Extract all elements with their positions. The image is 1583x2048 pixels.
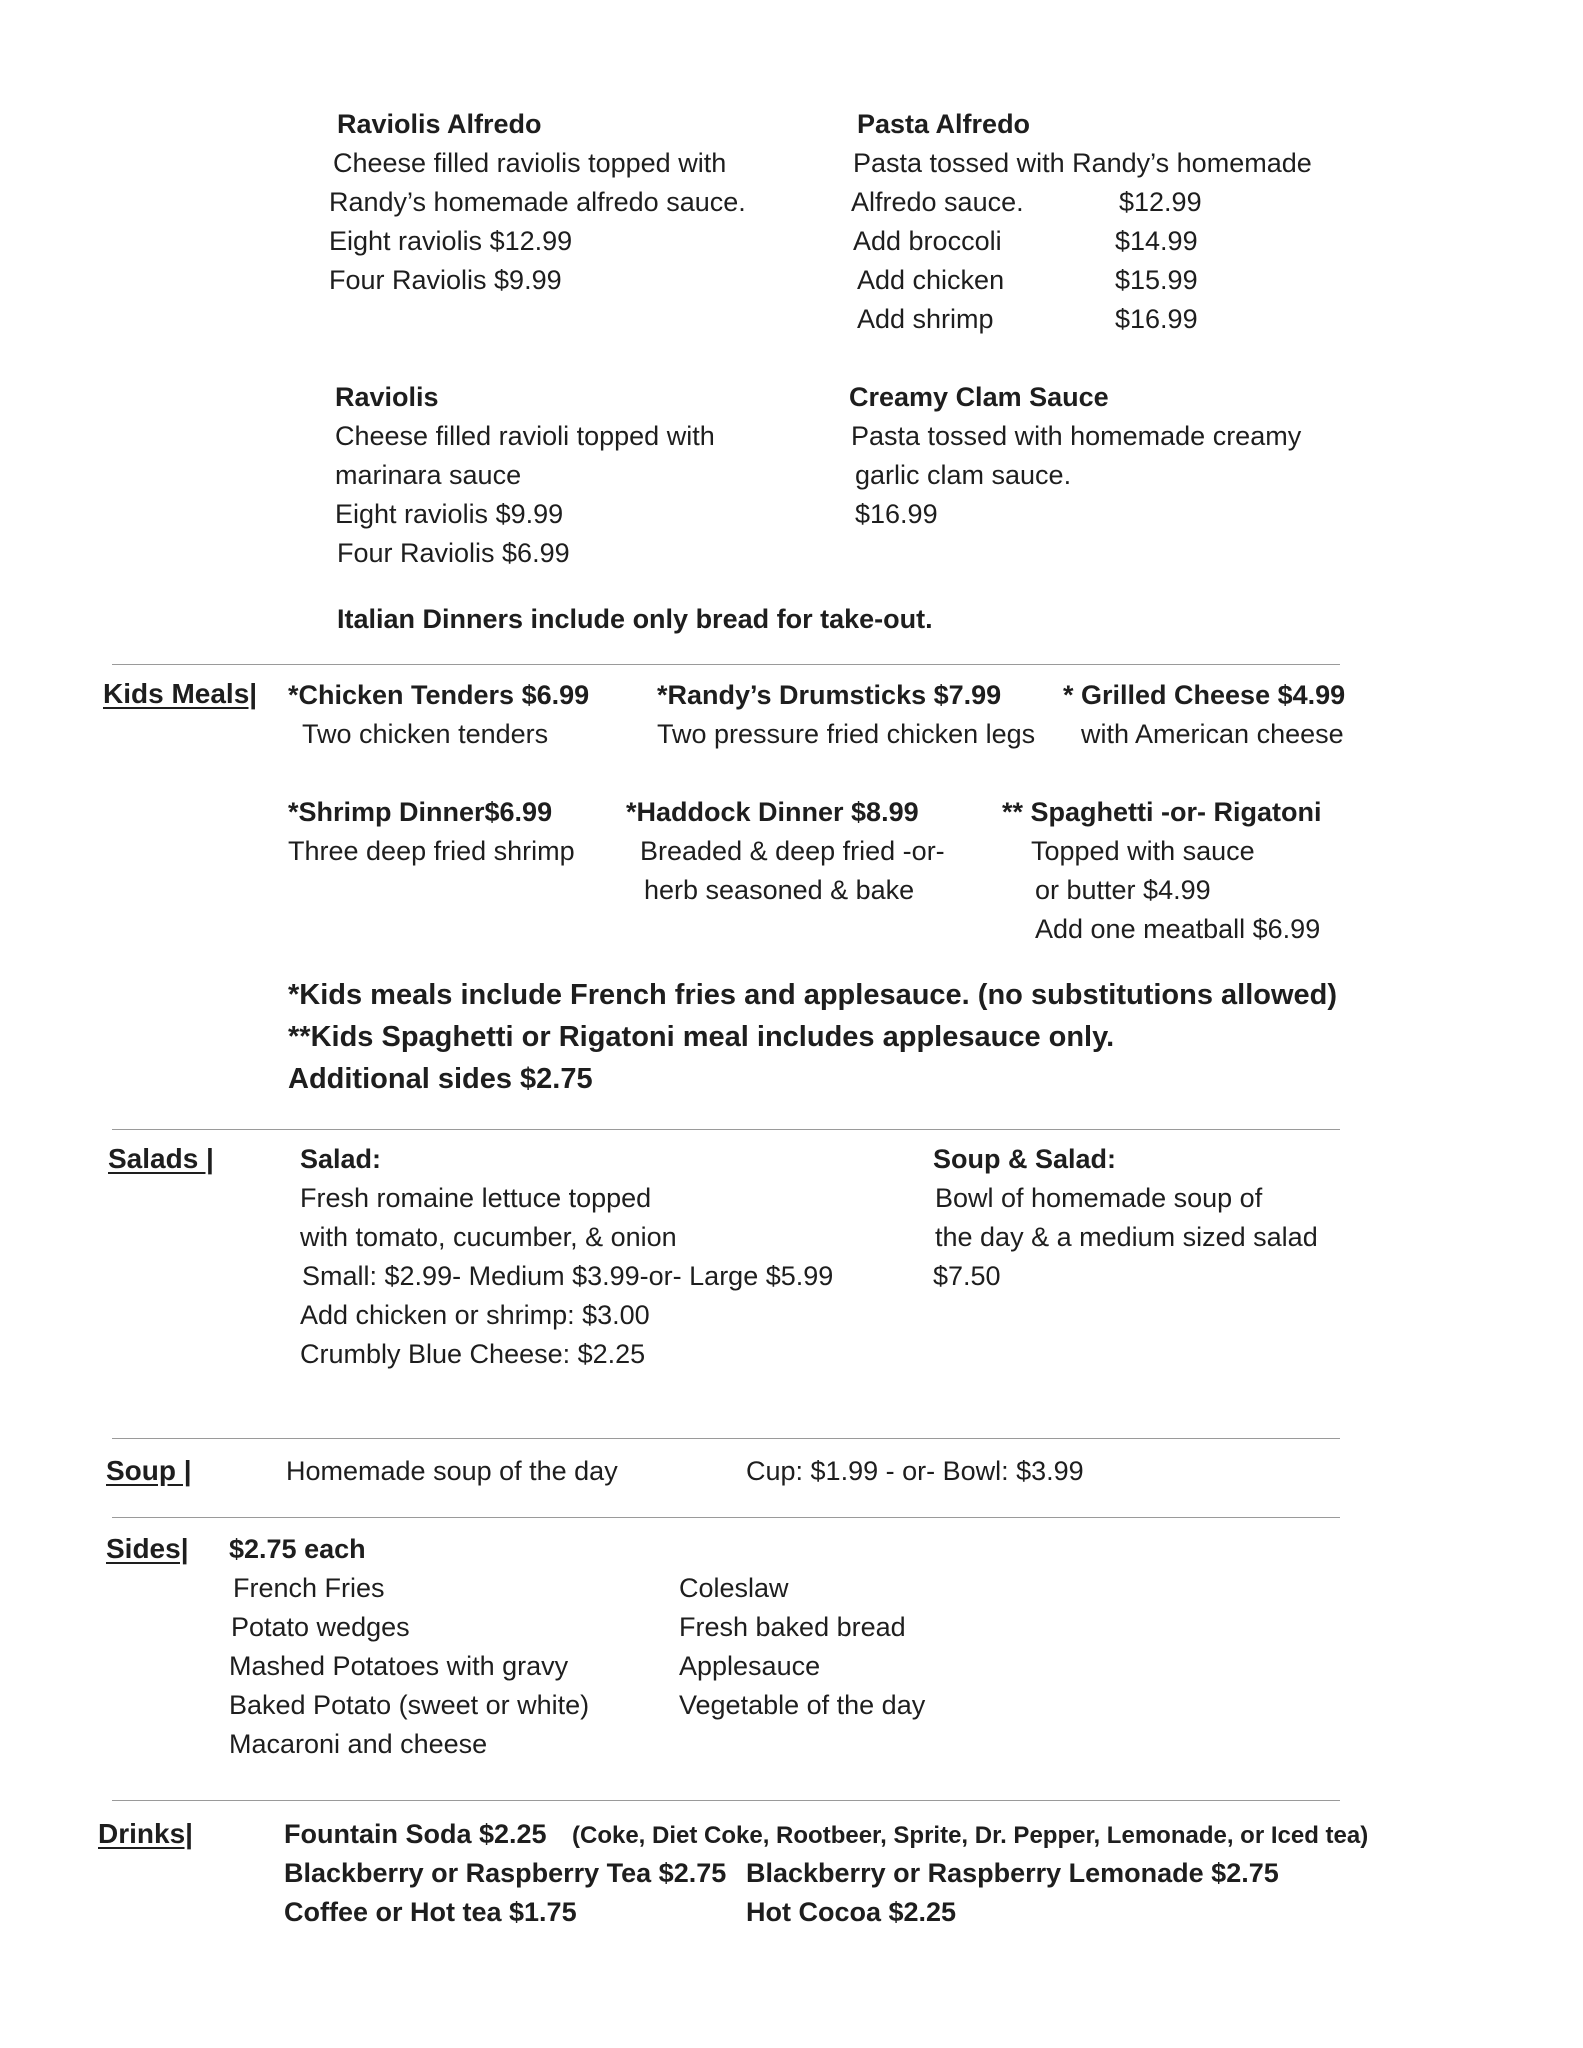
soup-section-title: Soup | <box>106 1455 192 1486</box>
italian-dinners-note: Italian Dinners include only bread for take-out. <box>337 604 933 634</box>
kids-item-title: *Haddock Dinner $8.99 <box>626 797 919 827</box>
fountain-soda: Fountain Soda $2.25 <box>284 1819 547 1849</box>
side-item: Vegetable of the day <box>679 1690 926 1720</box>
raviolis-option: Four Raviolis $6.99 <box>337 538 570 568</box>
pasta-alfredo-title: Pasta Alfredo <box>857 109 1031 139</box>
kids-meals-section-title: Kids Meals| <box>103 678 258 709</box>
salad-desc: with tomato, cucumber, & onion <box>300 1222 677 1252</box>
pasta-alfredo-option-label: Add shrimp <box>857 304 994 334</box>
fountain-soda-options: (Coke, Diet Coke, Rootbeer, Sprite, Dr. Pepper, Lemonade, or Iced tea) <box>572 1822 1369 1849</box>
side-item: Fresh baked bread <box>679 1612 906 1642</box>
kids-item-title: *Shrimp Dinner$6.99 <box>288 797 553 827</box>
kids-note: *Kids meals include French fries and applesauce. (no substitutions allowed) <box>288 979 1338 1011</box>
kids-item-desc: Three deep fried shrimp <box>288 836 575 866</box>
kids-item-desc: Breaded & deep fried -or- <box>640 836 945 866</box>
side-item: French Fries <box>233 1573 385 1603</box>
berry-lemonade: Blackberry or Raspberry Lemonade $2.75 <box>746 1858 1279 1888</box>
soup-salad-desc: the day & a medium sized salad <box>935 1222 1318 1252</box>
pasta-alfredo-option-price: $14.99 <box>1115 226 1198 256</box>
raviolis-title: Raviolis <box>335 382 439 412</box>
salad-title: Salad: <box>300 1144 382 1174</box>
creamy-clam-title: Creamy Clam Sauce <box>849 382 1109 412</box>
raviolis-alfredo-desc: Cheese filled raviolis topped with <box>333 148 727 178</box>
soup-desc: Homemade soup of the day <box>286 1456 618 1486</box>
salad-addon: Add chicken or shrimp: $3.00 <box>300 1300 650 1330</box>
side-item: Macaroni and cheese <box>229 1729 488 1759</box>
raviolis-desc: Cheese filled ravioli topped with <box>335 421 715 451</box>
kids-item-desc: with American cheese <box>1081 719 1344 749</box>
pasta-alfredo-option-price: $15.99 <box>1115 265 1198 295</box>
kids-item-title: * Grilled Cheese $4.99 <box>1063 680 1346 710</box>
pasta-alfredo-option-label: Add chicken <box>857 265 1005 295</box>
side-item: Potato wedges <box>231 1612 410 1642</box>
side-item: Applesauce <box>679 1651 821 1681</box>
kids-item-desc: herb seasoned & bake <box>644 875 915 905</box>
kids-note: Additional sides $2.75 <box>288 1063 593 1095</box>
coffee-hot-tea: Coffee or Hot tea $1.75 <box>284 1897 577 1927</box>
raviolis-desc: marinara sauce <box>335 460 522 490</box>
raviolis-option: Eight raviolis $9.99 <box>335 499 564 529</box>
pasta-alfredo-option-price: $16.99 <box>1115 304 1198 334</box>
side-item: Coleslaw <box>679 1573 789 1603</box>
raviolis-alfredo-option: Four Raviolis $9.99 <box>329 265 562 295</box>
sides-section-title: Sides| <box>106 1533 189 1564</box>
pasta-alfredo-option-label: Add broccoli <box>853 226 1002 256</box>
salad-sizes: Small: $2.99- Medium $3.99-or- Large $5.99 <box>302 1261 834 1291</box>
divider <box>112 1517 1340 1518</box>
kids-item-title: *Chicken Tenders $6.99 <box>288 680 590 710</box>
kids-item-desc: or butter $4.99 <box>1035 875 1211 905</box>
salads-section-title: Salads | <box>108 1143 214 1174</box>
creamy-clam-price: $16.99 <box>855 499 938 529</box>
kids-item-desc: Two chicken tenders <box>302 719 549 749</box>
kids-item-desc: Topped with sauce <box>1031 836 1255 866</box>
drinks-section-title: Drinks| <box>98 1818 193 1849</box>
soup-salad-title: Soup & Salad: <box>933 1144 1117 1174</box>
berry-tea: Blackberry or Raspberry Tea $2.75 <box>284 1858 727 1888</box>
divider <box>112 1800 1340 1801</box>
salad-desc: Fresh romaine lettuce topped <box>300 1183 652 1213</box>
creamy-clam-desc: Pasta tossed with homemade creamy <box>851 421 1302 451</box>
raviolis-alfredo-desc: Randy’s homemade alfredo sauce. <box>329 187 746 217</box>
soup-salad-price: $7.50 <box>933 1261 1001 1291</box>
divider <box>112 1129 1340 1130</box>
kids-item-title: ** Spaghetti -or- Rigatoni <box>1002 797 1322 827</box>
pasta-alfredo-option-label: Alfredo sauce. <box>851 187 1024 217</box>
kids-item-desc: Add one meatball $6.99 <box>1035 914 1321 944</box>
salad-addon: Crumbly Blue Cheese: $2.25 <box>300 1339 646 1369</box>
soup-salad-desc: Bowl of homemade soup of <box>935 1183 1263 1213</box>
pasta-alfredo-desc: Pasta tossed with Randy’s homemade <box>853 148 1312 178</box>
raviolis-alfredo-option: Eight raviolis $12.99 <box>329 226 573 256</box>
hot-cocoa: Hot Cocoa $2.25 <box>746 1897 957 1927</box>
kids-item-title: *Randy’s Drumsticks $7.99 <box>657 680 1002 710</box>
sides-price: $2.75 each <box>229 1534 366 1564</box>
kids-item-desc: Two pressure fried chicken legs <box>657 719 1036 749</box>
divider <box>112 1438 1340 1439</box>
side-item: Mashed Potatoes with gravy <box>229 1651 569 1681</box>
divider <box>112 664 1340 665</box>
pasta-alfredo-option-price: $12.99 <box>1119 187 1202 217</box>
kids-note: **Kids Spaghetti or Rigatoni meal includes applesauce only. <box>288 1021 1115 1053</box>
creamy-clam-desc: garlic clam sauce. <box>855 460 1072 490</box>
side-item: Baked Potato (sweet or white) <box>229 1690 590 1720</box>
soup-price: Cup: $1.99 - or- Bowl: $3.99 <box>746 1456 1084 1486</box>
raviolis-alfredo-title: Raviolis Alfredo <box>337 109 542 139</box>
